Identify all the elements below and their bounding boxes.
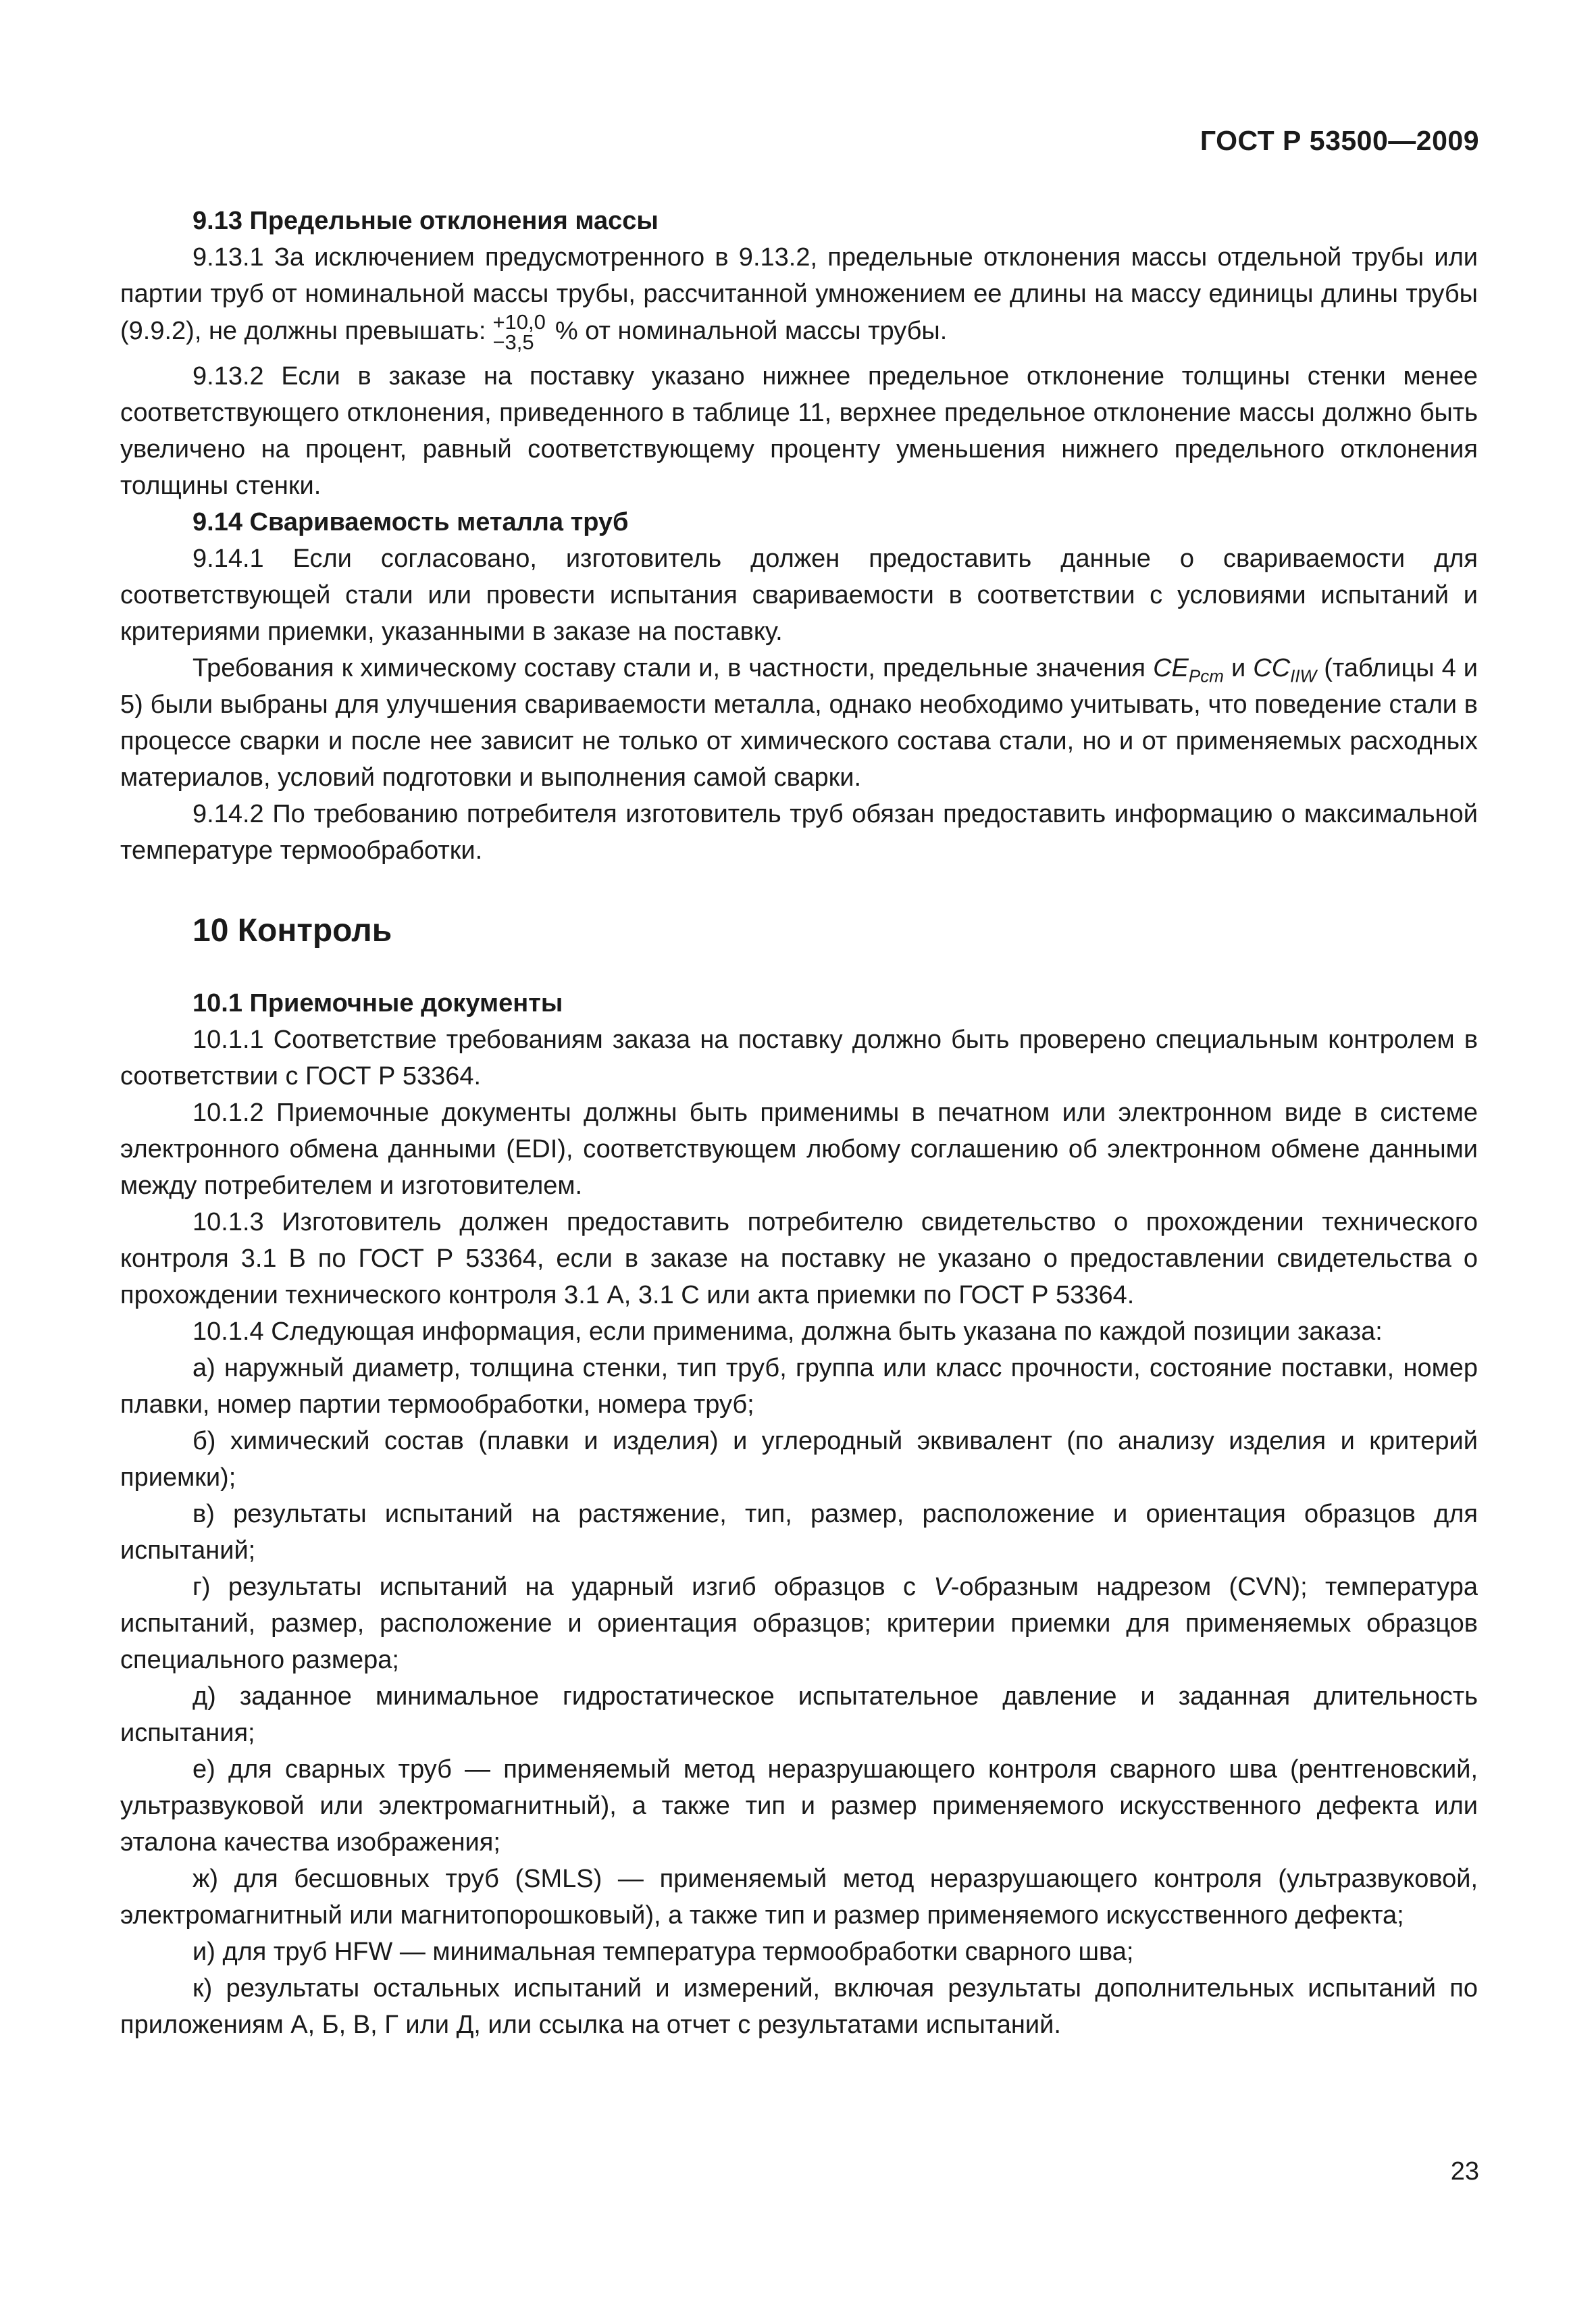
paragraph-10-1-2: 10.1.2 Приемочные документы должны быть применимы в печатном или электронном виде в системе электронного обмена данными (EDI), соответствующем любому соглашению об электронном обмене данными между потребителем и изготовителем. — [120, 1099, 1478, 1200]
paragraph-9-14-2: 9.14.2 По требованию потребителя изготовитель труб обязан предоставить информацию о максимальной температуре термообработки. — [120, 800, 1478, 865]
list-item-g-a: г) результаты испытаний на ударный изгиб образцов с — [192, 1573, 917, 1601]
cc-main: CC — [1253, 654, 1291, 682]
list-item-v: в) результаты испытаний на растяжение, тип, размер, расположение и ориентация образцов для испытаний; — [120, 1500, 1478, 1565]
ce-subscript: Pcm — [1188, 665, 1224, 686]
list-item-e: е) для сварных труб — применяемый метод неразрушающего контроля сварного шва (рентгеновский, ультразвуковой или электромагнитный), а также тип и размер применяемого искусственного дефекта или эталона качества изображения; — [120, 1755, 1478, 1857]
ce-main: CE — [1153, 654, 1189, 682]
paragraph-9-14-1: 9.14.1 Если согласовано, изготовитель должен предоставить данные о свариваемости для соответствующей стали или провести испытания свариваемости в соответствии с условиями испытаний и критериями приемки, указанными в заказе на поставку. — [120, 545, 1478, 646]
mass-tolerance — [492, 312, 545, 353]
section-9-13-title: 9.13 Предельные отклонения массы — [192, 207, 659, 235]
document-id: ГОСТ Р 53500—2009 — [1200, 125, 1479, 156]
v-notch-letter: V — [933, 1573, 951, 1601]
list-item-zh: ж) для бесшовных труб (SMLS) — применяемый метод неразрушающего контроля (ультразвуковой, электромагнитный или магнитопорошковый), а также тип и размер применяемого искусственного дефекта; — [120, 1865, 1478, 1930]
list-item-g — [120, 1569, 1478, 1678]
section-10-1-title: 10.1 Приемочные документы — [192, 989, 563, 1017]
paragraph-10-1-1: 10.1.1 Соответствие требованиям заказа на поставку должно быть проверено специальным контролем в соответствии с ГОСТ Р 53364. — [120, 1026, 1478, 1090]
list-item-i: и) для труб HFW — минимальная температура термообработки сварного шва; — [192, 1938, 1134, 1966]
tolerance-plus: +10,0 — [492, 310, 546, 334]
paragraph-9-13-1 — [120, 239, 1478, 353]
page-body — [120, 203, 1478, 2043]
paragraph-9-14-chem-a: Требования к химическому составу стали и, в частности, предельные значения — [192, 654, 1145, 682]
section-9-14-title: 9.14 Свариваемость металла труб — [192, 508, 629, 536]
cc-symbol — [1253, 654, 1317, 686]
paragraph-9-14-chem-b: (таблицы 4 и 5) были выбраны для улучшения свариваемости металла, однако необходимо учитывать, что поведение стали в процессе сварки и после нее зависит не только от химического состава стали, но и от применяемых расходных материалов, условий подготовки и выполнения самой сварки. — [120, 654, 1478, 792]
list-item-k: к) результаты остальных испытаний и измерений, включая результаты дополнительных испытаний по приложениям А, Б, В, Г или Д, или ссылка на отчет с результатами испытаний. — [120, 1974, 1478, 2039]
paragraph-9-14-chem — [120, 650, 1478, 796]
paragraph-10-1-3: 10.1.3 Изготовитель должен предоставить потребителю свидетельство о прохождении технического контроля 3.1 В по ГОСТ Р 53364, если в заказе на поставку не указано о предоставлении свидетельства о прохождении технического контроля 3.1 А, 3.1 С или акта приемки по ГОСТ Р 53364. — [120, 1208, 1478, 1309]
list-item-g-b: -образным надрезом (CVN); температура испытаний, размер, расположение и ориентация образцов; критерии приемки для применяемых образцов специального размера; — [120, 1573, 1478, 1674]
cc-subscript: IIW — [1290, 665, 1317, 686]
tolerance-minus: −3,5 — [492, 330, 534, 354]
page-number: 23 — [1450, 2157, 1479, 2186]
paragraph-9-13-2: 9.13.2 Если в заказе на поставку указано нижнее предельное отклонение толщины стенки менее соответствующего отклонения, приведенного в таблице 11, верхнее предельное отклонение массы должно быть увеличено на процент, равный соответствующему проценту уменьшения нижнего предельного отклонения толщины стенки. — [120, 362, 1478, 500]
list-item-a: а) наружный диаметр, толщина стенки, тип труб, группа или класс прочности, состояние поставки, номер плавки, номер партии термообработки, номера труб; — [120, 1354, 1478, 1419]
paragraph-10-1-4: 10.1.4 Следующая информация, если применима, должна быть указана по каждой позиции заказа: — [192, 1317, 1383, 1346]
paragraph-9-13-1-tail: % от номинальной массы трубы. — [555, 317, 948, 346]
paragraph-9-14-chem-and: и — [1231, 654, 1246, 682]
ce-symbol — [1153, 654, 1224, 686]
list-item-b: б) химический состав (плавки и изделия) и углеродный эквивалент (по анализу изделия и критерий приемки); — [120, 1427, 1478, 1492]
section-10-title: 10 Контроль — [192, 913, 392, 949]
list-item-d: д) заданное минимальное гидростатическое испытательное давление и заданная длительность испытания; — [120, 1682, 1478, 1747]
paragraph-9-13-1-text: 9.13.1 За исключением предусмотренного в 9.13.2, предельные отклонения массы отдельной трубы или партии труб от номинальной массы трубы, рассчитанной умножением ее длины на массу единицы длины трубы (9.9.2), не должны превышать: — [120, 243, 1478, 346]
